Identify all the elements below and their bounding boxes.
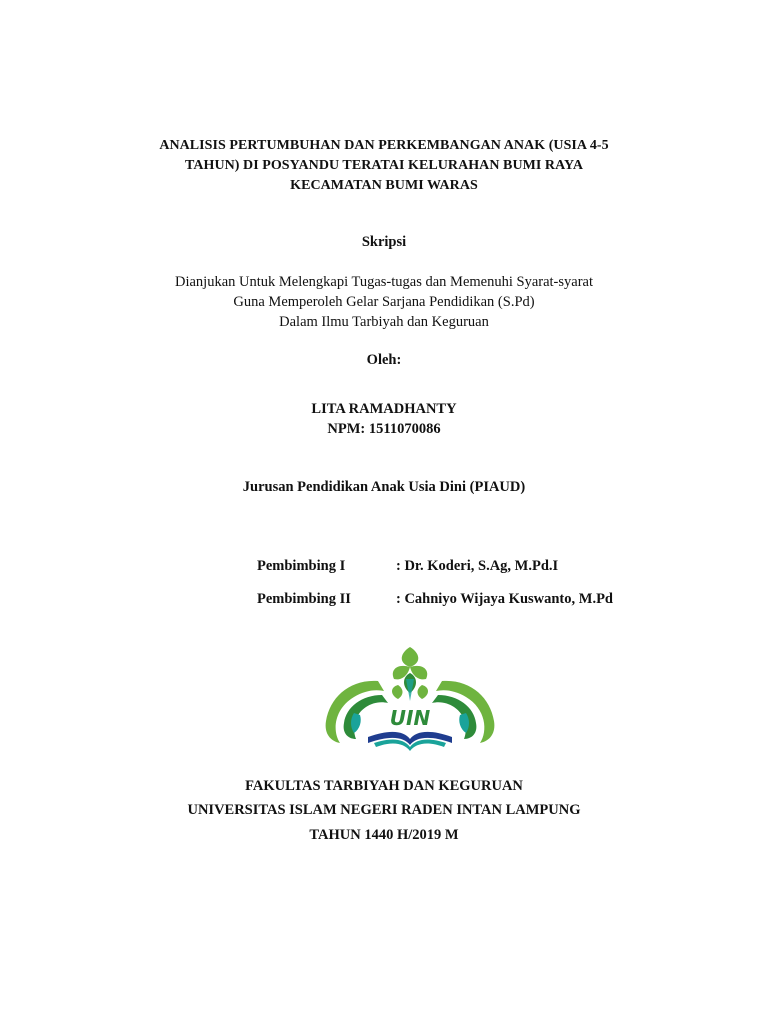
title-line-2: TAHUN) DI POSYANDU TERATAI KELURAHAN BUMI RAYA (185, 158, 583, 173)
purpose-line-3: Dalam Ilmu Tarbiyah dan Keguruan (279, 314, 489, 330)
title-line-1: ANALISIS PERTUMBUHAN DAN PERKEMBANGAN ANAK (USIA 4-5 (159, 138, 609, 153)
document-type-label: Skripsi (361, 234, 407, 250)
supervisor-1-role: Pembimbing I (257, 558, 346, 574)
logo-text: UIN (389, 706, 431, 730)
supervisor-2-name: : Cahniyo Wijaya Kuswanto, M.Pd (396, 591, 613, 607)
purpose-line-1: Dianjukan Untuk Melengkapi Tugas-tugas dan Memenuhi Syarat-syarat (174, 274, 593, 290)
university-name: UNIVERSITAS ISLAM NEGERI RADEN INTAN LAMPUNG (187, 802, 581, 818)
by-label: Oleh: (366, 352, 402, 368)
logo-book-base (368, 732, 452, 751)
purpose-line-2: Guna Memperoleh Gelar Sarjana Pendidikan (S.Pd) (233, 294, 535, 310)
department: Jurusan Pendidikan Anak Usia Dini (PIAUD) (242, 479, 526, 495)
logo-right-swirl (432, 681, 494, 743)
faculty-name: FAKULTAS TARBIYAH DAN KEGURUAN (245, 778, 523, 794)
author-npm: NPM: 1511070086 (327, 421, 441, 437)
university-logo (320, 643, 500, 753)
supervisor-2-role: Pembimbing II (257, 591, 351, 607)
author-name: LITA RAMADHANTY (311, 401, 457, 417)
year-line: TAHUN 1440 H/2019 M (309, 827, 459, 843)
logo-left-swirl (326, 681, 388, 743)
title-line-3: KECAMATAN BUMI WARAS (290, 178, 478, 193)
logo-top-leaf (392, 647, 428, 701)
supervisor-1-name: : Dr. Koderi, S.Ag, M.Pd.I (396, 558, 559, 574)
